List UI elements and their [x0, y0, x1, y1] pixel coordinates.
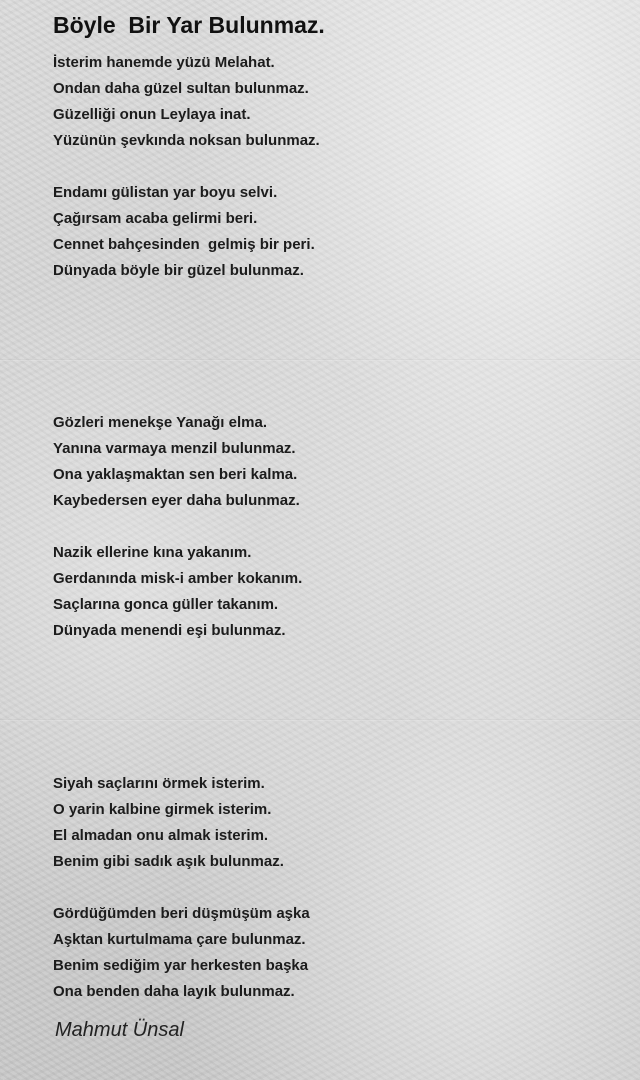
poem-line: Yüzünün şevkında noksan bulunmaz.	[53, 132, 320, 149]
stanza-2	[53, 180, 315, 284]
background-tile-edge	[0, 719, 640, 721]
poem-line: Çağırsam acaba gelirmi beri.	[53, 210, 258, 227]
poem-line: Gördüğümden beri düşmüşüm aşka	[53, 905, 310, 922]
poem-line: Cennet bahçesinden gelmiş bir peri.	[53, 236, 315, 253]
stanza-4	[53, 540, 302, 644]
poem-line: Saçlarına gonca güller takanım.	[53, 596, 279, 613]
poem-line: Benim gibi sadık aşık bulunmaz.	[53, 853, 284, 870]
stanza-3	[53, 410, 300, 514]
stanza-5	[53, 771, 284, 875]
poem-line: O yarin kalbine girmek isterim.	[53, 801, 272, 818]
poem-line: Gözleri menekşe Yanağı elma.	[53, 414, 267, 431]
poem-line: Siyah saçlarını örmek isterim.	[53, 775, 265, 792]
poem-line: Nazik ellerine kına yakanım.	[53, 544, 252, 561]
poem-line: Endamı gülistan yar boyu selvi.	[53, 184, 278, 201]
stanza-1	[53, 50, 320, 154]
poem-line: Ona yaklaşmaktan sen beri kalma.	[53, 466, 298, 483]
poem-line: Ondan daha güzel sultan bulunmaz.	[53, 80, 309, 97]
poem-line: İsterim hanemde yüzü Melahat.	[53, 54, 275, 71]
poem-line: Kaybedersen eyer daha bulunmaz.	[53, 492, 300, 509]
stanza-6	[53, 901, 310, 1005]
poem-author: Mahmut Ünsal	[55, 1019, 184, 1041]
poem-line: Ona benden daha layık bulunmaz.	[53, 983, 295, 1000]
background-tile-edge	[0, 359, 640, 361]
poem-line: Güzelliği onun Leylaya inat.	[53, 106, 251, 123]
poem-line: Yanına varmaya menzil bulunmaz.	[53, 440, 296, 457]
poem-line: Dünyada böyle bir güzel bulunmaz.	[53, 262, 304, 279]
poem-line: Dünyada menendi eşi bulunmaz.	[53, 622, 286, 639]
poem-line: Aşktan kurtulmama çare bulunmaz.	[53, 931, 306, 948]
poem-line: Gerdanında misk-i amber kokanım.	[53, 570, 303, 587]
poem-title: Böyle Bir Yar Bulunmaz.	[53, 12, 325, 38]
poem-line: El almadan onu almak isterim.	[53, 827, 269, 844]
poem-line: Benim sediğim yar herkesten başka	[53, 957, 309, 974]
